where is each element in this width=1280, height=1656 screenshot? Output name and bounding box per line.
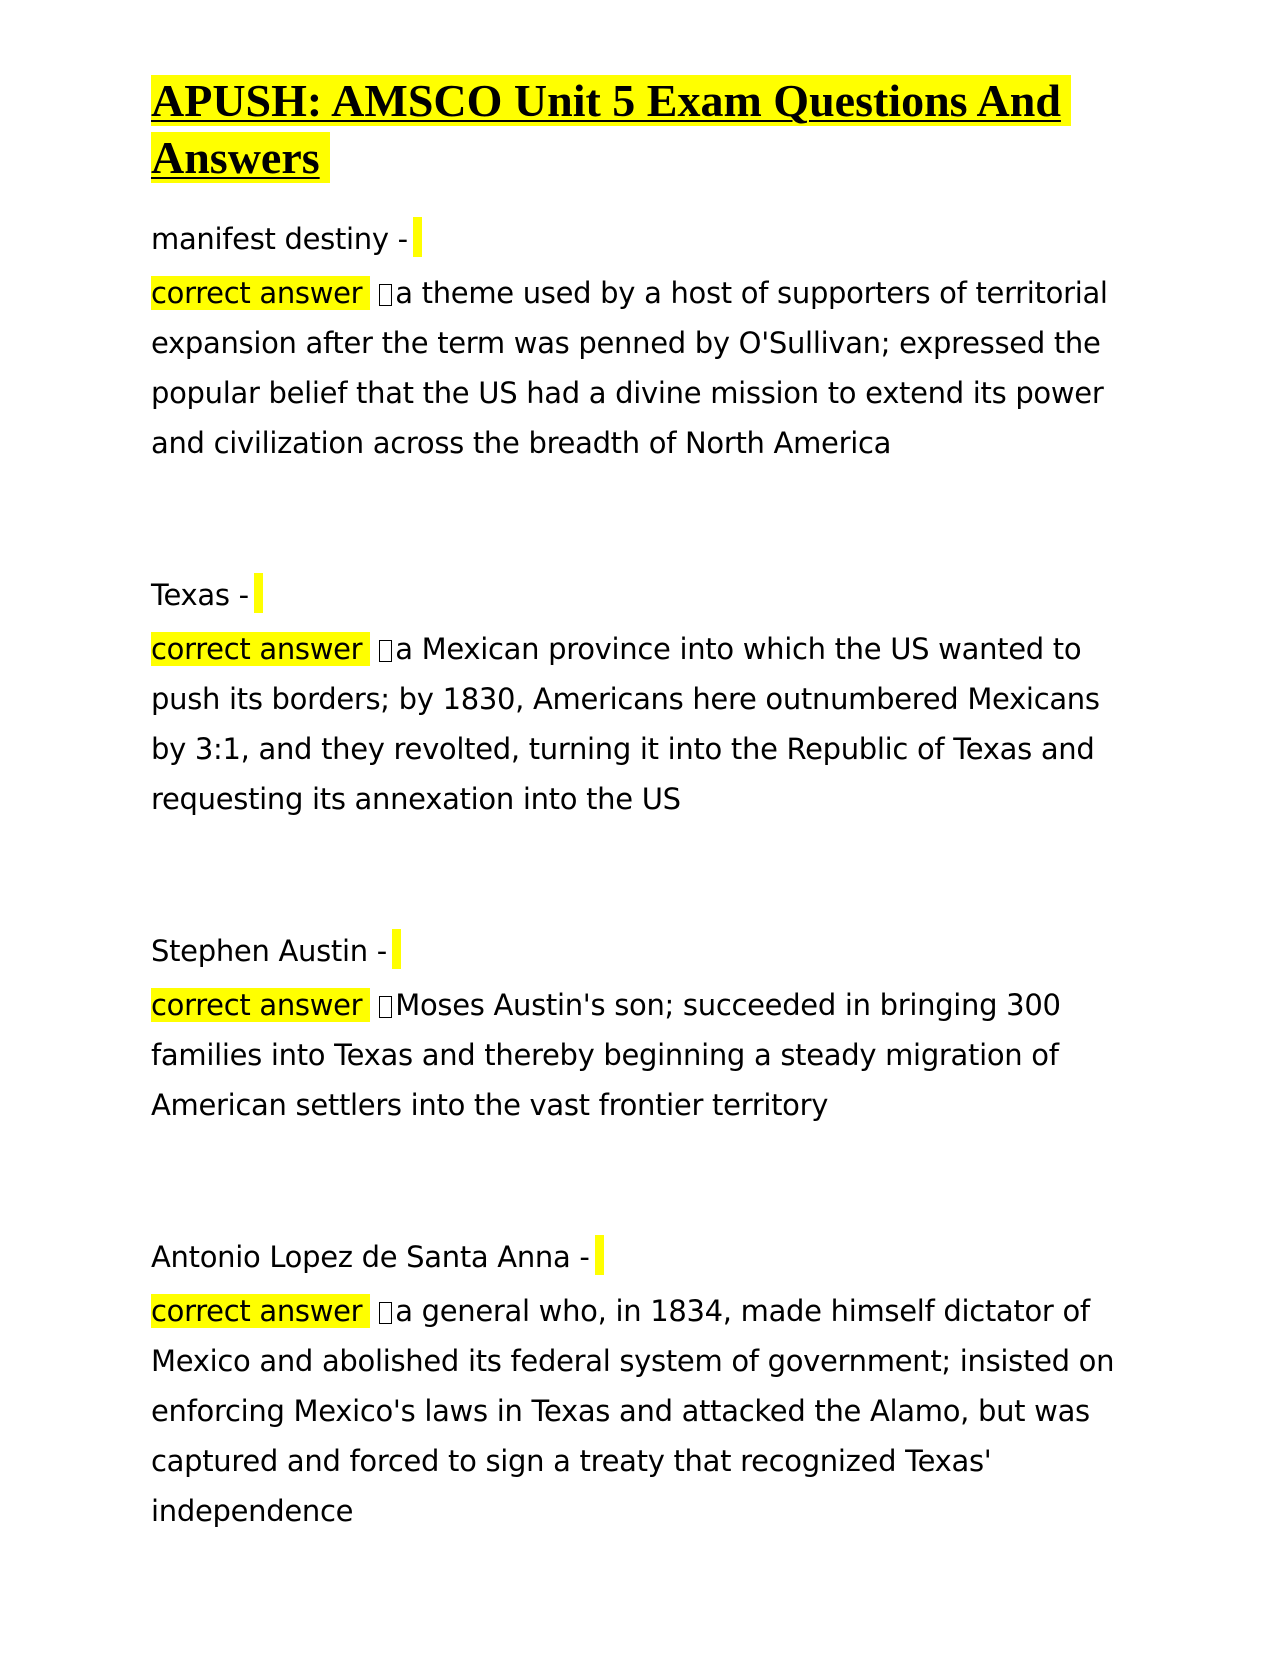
missing-glyph-icon (379, 996, 392, 1018)
term-text: Antonio Lopez de Santa Anna - (151, 1240, 590, 1274)
highlight-marker (595, 1235, 604, 1275)
answer-label: correct answer (151, 632, 370, 666)
answer-text-block (151, 1286, 1141, 1536)
qa-entry (151, 926, 1141, 1130)
document-page (151, 72, 1141, 1536)
missing-glyph-icon (379, 640, 392, 662)
answer-label: correct answer (151, 1294, 370, 1328)
qa-entry (151, 570, 1141, 824)
term-text: Texas - (151, 578, 249, 612)
answer-text-block (151, 624, 1141, 824)
answer-label: correct answer (151, 276, 370, 310)
term-text: manifest destiny - (151, 222, 408, 256)
answer-label: correct answer (151, 988, 370, 1022)
term-text: Stephen Austin - (151, 934, 387, 968)
document-title (151, 72, 1141, 186)
highlight-marker (254, 573, 263, 613)
answer-text: a theme used by a host of supporters of territorial expansion after the term was penned by O'Sullivan; expressed the popular belief that the US had a divine mission to extend its power and civilization across the breadth of North America (151, 276, 1108, 460)
answer-text-block (151, 268, 1141, 468)
term-line (151, 570, 1141, 620)
answer-text-block (151, 980, 1141, 1130)
answer-text: Moses Austin's son; succeeded in bringing 300 families into Texas and thereby beginning a steady migration of American settlers into the vast frontier territory (151, 988, 1061, 1122)
title-highlight: APUSH: AMSCO Unit 5 Exam Questions And Answers (151, 75, 1071, 183)
answer-text: a Mexican province into which the US wanted to push its borders; by 1830, Americans here outnumbered Mexicans by 3:1, and they revolted, turning it into the Republic of Texas and requesting its annexation into the US (151, 632, 1100, 816)
highlight-marker (413, 217, 422, 257)
term-line (151, 214, 1141, 264)
qa-entry (151, 214, 1141, 468)
missing-glyph-icon (379, 1302, 392, 1324)
term-line (151, 1232, 1141, 1282)
missing-glyph-icon (379, 284, 392, 306)
qa-entry (151, 1232, 1141, 1536)
term-line (151, 926, 1141, 976)
highlight-marker (392, 929, 401, 969)
answer-text: a general who, in 1834, made himself dictator of Mexico and abolished its federal system of government; insisted on enforcing Mexico's laws in Texas and attacked the Alamo, but was captured and forced to sign a treaty that recognized Texas' independence (151, 1294, 1115, 1528)
